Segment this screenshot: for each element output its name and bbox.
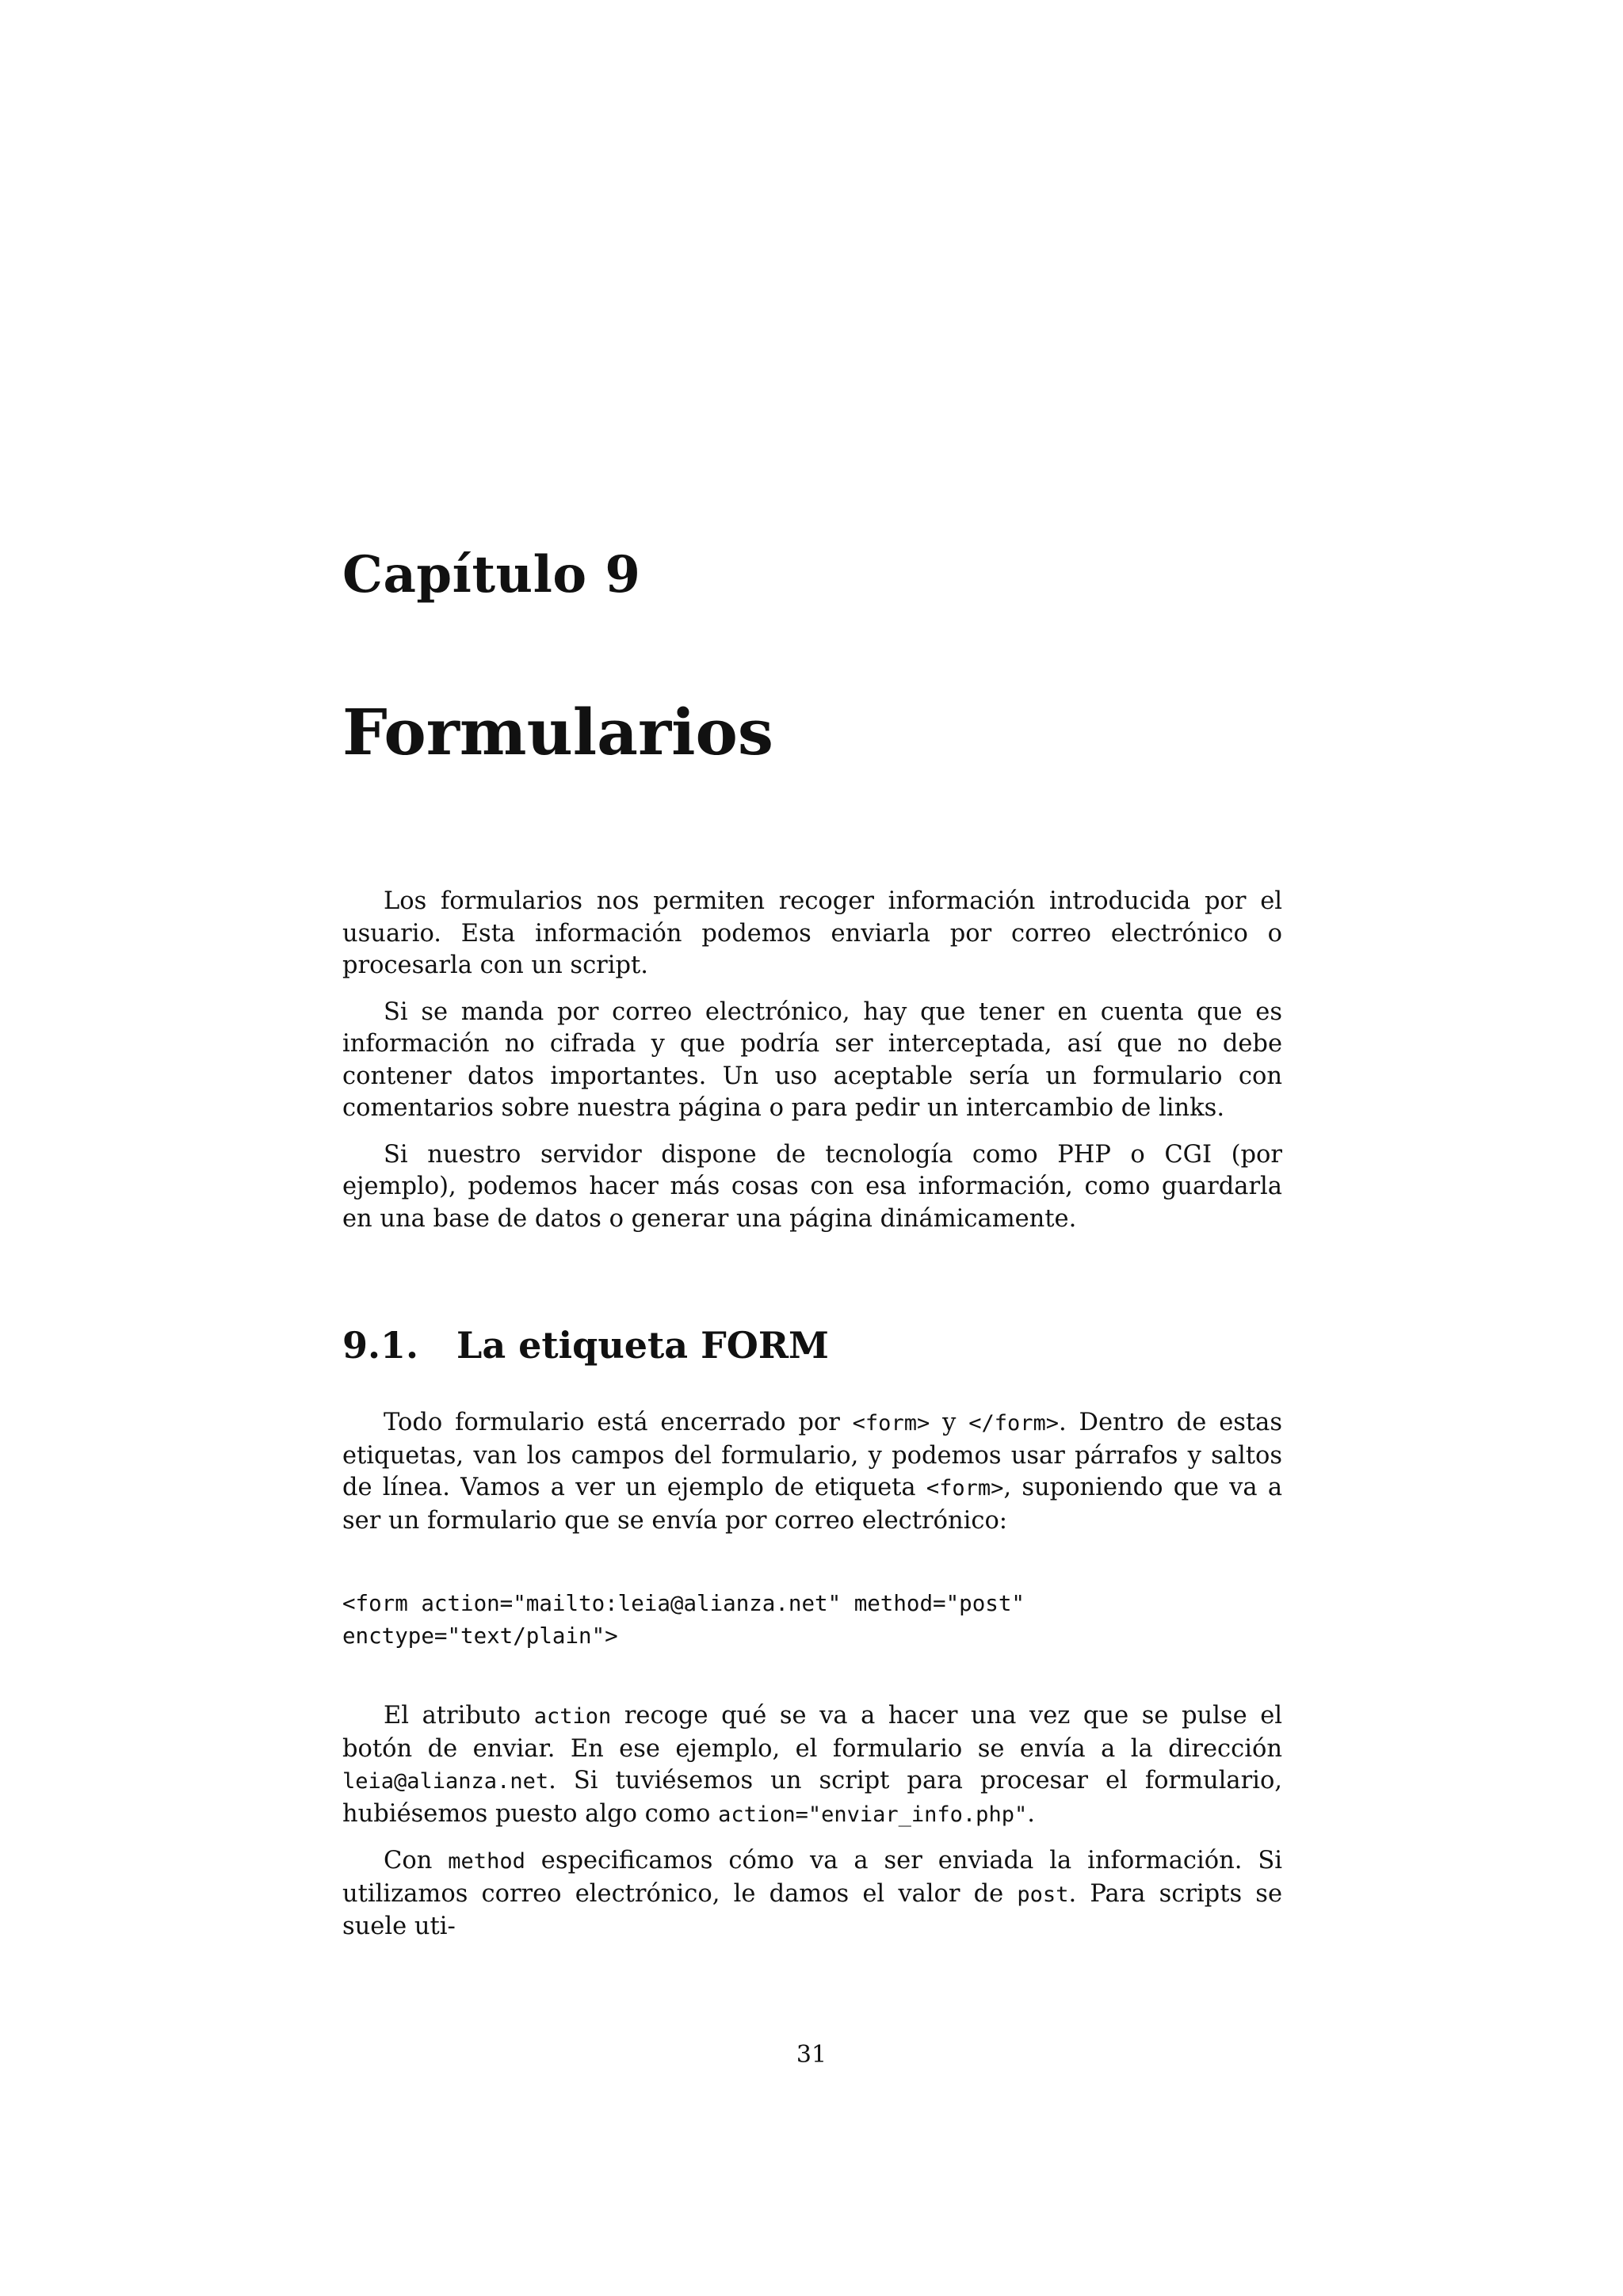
inline-code: <form> — [926, 1476, 1004, 1501]
inline-code: action — [533, 1704, 612, 1729]
chapter-label: Capítulo 9 — [342, 545, 641, 605]
section-paragraph-2 — [342, 1700, 1282, 1831]
paragraph-text: recoge qué se va a hacer una vez que se pulse el botón de enviar. En ese ejemplo, el formulario se envía a la dirección — [342, 1702, 1282, 1763]
section-text-bottom — [342, 1700, 1282, 1943]
section-text-top — [342, 1407, 1282, 1537]
paragraph-text: y — [930, 1409, 969, 1436]
paragraph-text: Con — [384, 1847, 449, 1875]
inline-code: post — [1017, 1882, 1069, 1907]
code-line-1: <form action="mailto:leia@alianza.net" method="post" — [342, 1591, 1025, 1616]
section-number: 9.1. — [342, 1324, 419, 1367]
section-heading — [342, 1322, 829, 1369]
section-title: La etiqueta FORM — [456, 1324, 829, 1367]
section-paragraph-1 — [342, 1407, 1282, 1537]
paragraph-text: . Para scripts se suele uti- — [342, 1879, 1282, 1940]
section-paragraph-3 — [342, 1845, 1282, 1943]
intro-paragraph-2: Si se manda por correo electrónico, hay que tener en cuenta que es información no cifrada y que podría ser interceptada, así que no debe contener datos importantes. Un uso aceptable sería un formulario con comentarios sobre nuestra página o para pedir un intercambio de links. — [342, 997, 1282, 1122]
intro-paragraph-1: Los formularios nos permiten recoger información introducida por el usuario. Esta información podemos enviarla por correo electrónico o procesarla con un script. — [342, 887, 1282, 979]
intro-text — [342, 886, 1282, 1235]
intro-paragraph-3: Si nuestro servidor dispone de tecnología como PHP o CGI (por ejemplo), podemos hacer más cosas con esa información, como guardarla en una base de datos o generar una página dinámicamente. — [342, 1140, 1282, 1233]
paragraph-text: Todo formulario está encerrado por — [384, 1409, 853, 1436]
code-example — [342, 1588, 1282, 1652]
paragraph-text: , suponiendo que va a ser un formulario que se envía por correo electrónico: — [342, 1474, 1283, 1535]
inline-code: </form> — [968, 1411, 1059, 1436]
chapter-title: Formularios — [342, 695, 773, 769]
paragraph-text: . Si tuviésemos un script para procesar el formulario, hubiésemos puesto algo como — [342, 1767, 1282, 1828]
page-number: 31 — [796, 2041, 827, 2069]
paragraph-text: El atributo — [384, 1702, 534, 1730]
inline-code: method — [448, 1849, 525, 1874]
paragraph-text: . — [1027, 1799, 1035, 1828]
inline-code: <form> — [852, 1411, 930, 1436]
paragraph-text: . Dentro de estas etiquetas, van los campos del formulario, y podemos usar párrafos y saltos de línea. Vamos a ver un ejemplo de etiqueta — [342, 1409, 1282, 1501]
code-line-2: enctype="text/plain"> — [342, 1623, 618, 1649]
inline-code: action="enviar_info.php" — [718, 1802, 1028, 1827]
inline-code: leia@alianza.net — [342, 1769, 549, 1794]
paragraph-text: especificamos cómo va a ser enviada la información. Si utilizamos correo electrónico, le damos el valor de — [342, 1847, 1283, 1908]
